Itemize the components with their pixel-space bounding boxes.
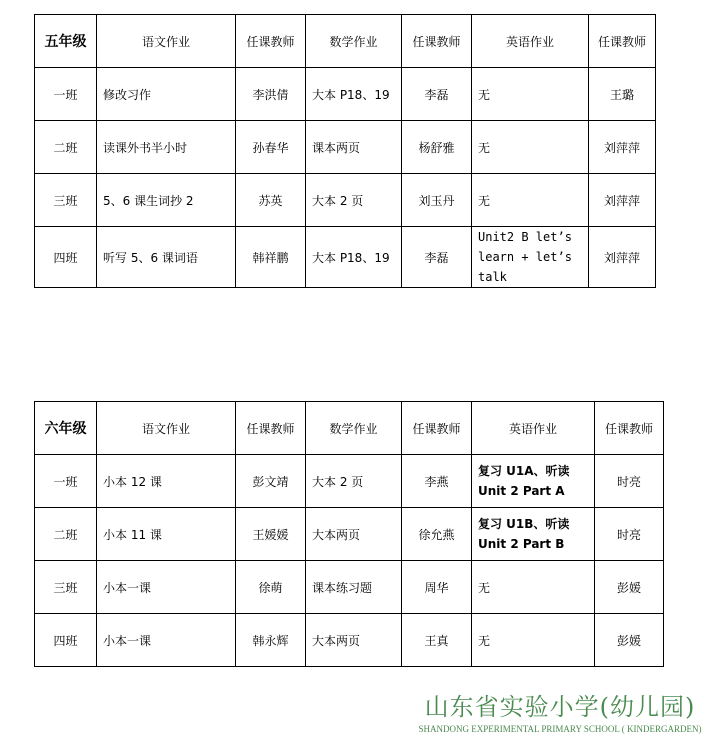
class-cell: 一班: [35, 455, 97, 508]
table-header-row: [35, 15, 656, 68]
chinese-homework-cell: 小本 11 课: [97, 508, 236, 561]
english-teacher-cell: 刘萍萍: [589, 227, 656, 288]
chinese-homework-cell: 5、6 课生词抄 2: [97, 174, 236, 227]
english-homework-cell: 复习 U1B、听读 Unit 2 Part B: [472, 508, 595, 561]
column-header-chinese: 语文作业: [97, 402, 236, 455]
school-name-en: SHANDONG EXPERIMENTAL PRIMARY SCHOOL ( KINDERGARDEN): [418, 724, 702, 734]
class-cell: 二班: [35, 121, 97, 174]
math-teacher-cell: 杨舒雅: [402, 121, 472, 174]
table-row: [35, 455, 664, 508]
column-header-math: 数学作业: [306, 402, 402, 455]
chinese-homework-cell: 读课外书半小时: [97, 121, 236, 174]
math-teacher-cell: 李燕: [402, 455, 472, 508]
chinese-teacher-cell: 王媛媛: [236, 508, 306, 561]
column-header-chinese-teacher: 任课教师: [236, 402, 306, 455]
english-homework-cell: 无: [472, 614, 595, 667]
class-cell: 四班: [35, 614, 97, 667]
chinese-teacher-cell: 徐萌: [236, 561, 306, 614]
column-header-chinese-teacher: 任课教师: [236, 15, 306, 68]
column-header-english-teacher: 任课教师: [595, 402, 664, 455]
chinese-teacher-cell: 孙春华: [236, 121, 306, 174]
column-header-chinese: 语文作业: [97, 15, 236, 68]
math-teacher-cell: 李磊: [402, 68, 472, 121]
english-homework-cell: 无: [472, 68, 589, 121]
school-logo: [414, 692, 706, 744]
class-cell: 一班: [35, 68, 97, 121]
english-teacher-cell: 时亮: [595, 455, 664, 508]
grade-header: 六年级: [35, 402, 97, 455]
class-cell: 四班: [35, 227, 97, 288]
chinese-teacher-cell: 彭文靖: [236, 455, 306, 508]
math-homework-cell: 课本两页: [306, 121, 402, 174]
math-homework-cell: 大本两页: [306, 508, 402, 561]
english-homework-cell: Unit2 B let’s learn + let’s talk: [472, 227, 589, 288]
english-teacher-cell: 刘萍萍: [589, 121, 656, 174]
chinese-teacher-cell: 苏英: [236, 174, 306, 227]
math-homework-cell: 大本 2 页: [306, 455, 402, 508]
class-cell: 二班: [35, 508, 97, 561]
chinese-teacher-cell: 韩永辉: [236, 614, 306, 667]
english-homework-cell: 无: [472, 174, 589, 227]
math-teacher-cell: 刘玉丹: [402, 174, 472, 227]
table-row: [35, 68, 656, 121]
table-row: [35, 614, 664, 667]
column-header-math-teacher: 任课教师: [402, 402, 472, 455]
chinese-teacher-cell: 韩祥鹏: [236, 227, 306, 288]
chinese-homework-cell: 修改习作: [97, 68, 236, 121]
math-teacher-cell: 王真: [402, 614, 472, 667]
chinese-homework-cell: 小本 12 课: [97, 455, 236, 508]
table-row: [35, 227, 656, 288]
column-header-english-teacher: 任课教师: [589, 15, 656, 68]
english-homework-cell: 复习 U1A、听读 Unit 2 Part A: [472, 455, 595, 508]
table-row: [35, 508, 664, 561]
table-row: [35, 174, 656, 227]
english-homework-cell: 无: [472, 121, 589, 174]
chinese-teacher-cell: 李洪倩: [236, 68, 306, 121]
column-header-math: 数学作业: [306, 15, 402, 68]
english-teacher-cell: 王璐: [589, 68, 656, 121]
table-row: [35, 121, 656, 174]
english-teacher-cell: 刘萍萍: [589, 174, 656, 227]
class-cell: 三班: [35, 174, 97, 227]
math-homework-cell: 课本练习题: [306, 561, 402, 614]
math-homework-cell: 大本 P18、19: [306, 227, 402, 288]
math-teacher-cell: 徐允燕: [402, 508, 472, 561]
english-teacher-cell: 彭媛: [595, 561, 664, 614]
class-cell: 三班: [35, 561, 97, 614]
table-row: [35, 561, 664, 614]
grade6-homework-table: [34, 401, 664, 667]
table-header-row: [35, 402, 664, 455]
math-homework-cell: 大本 P18、19: [306, 68, 402, 121]
english-teacher-cell: 彭媛: [595, 614, 664, 667]
chinese-homework-cell: 小本一课: [97, 561, 236, 614]
math-homework-cell: 大本两页: [306, 614, 402, 667]
chinese-homework-cell: 听写 5、6 课词语: [97, 227, 236, 288]
grade-header: 五年级: [35, 15, 97, 68]
column-header-english: 英语作业: [472, 402, 595, 455]
english-teacher-cell: 时亮: [595, 508, 664, 561]
school-name-cn: 山东省实验小学(幼儿园): [424, 693, 696, 721]
column-header-math-teacher: 任课教师: [402, 15, 472, 68]
math-homework-cell: 大本 2 页: [306, 174, 402, 227]
math-teacher-cell: 李磊: [402, 227, 472, 288]
grade5-homework-table: [34, 14, 656, 288]
column-header-english: 英语作业: [472, 15, 589, 68]
chinese-homework-cell: 小本一课: [97, 614, 236, 667]
english-homework-cell: 无: [472, 561, 595, 614]
math-teacher-cell: 周华: [402, 561, 472, 614]
